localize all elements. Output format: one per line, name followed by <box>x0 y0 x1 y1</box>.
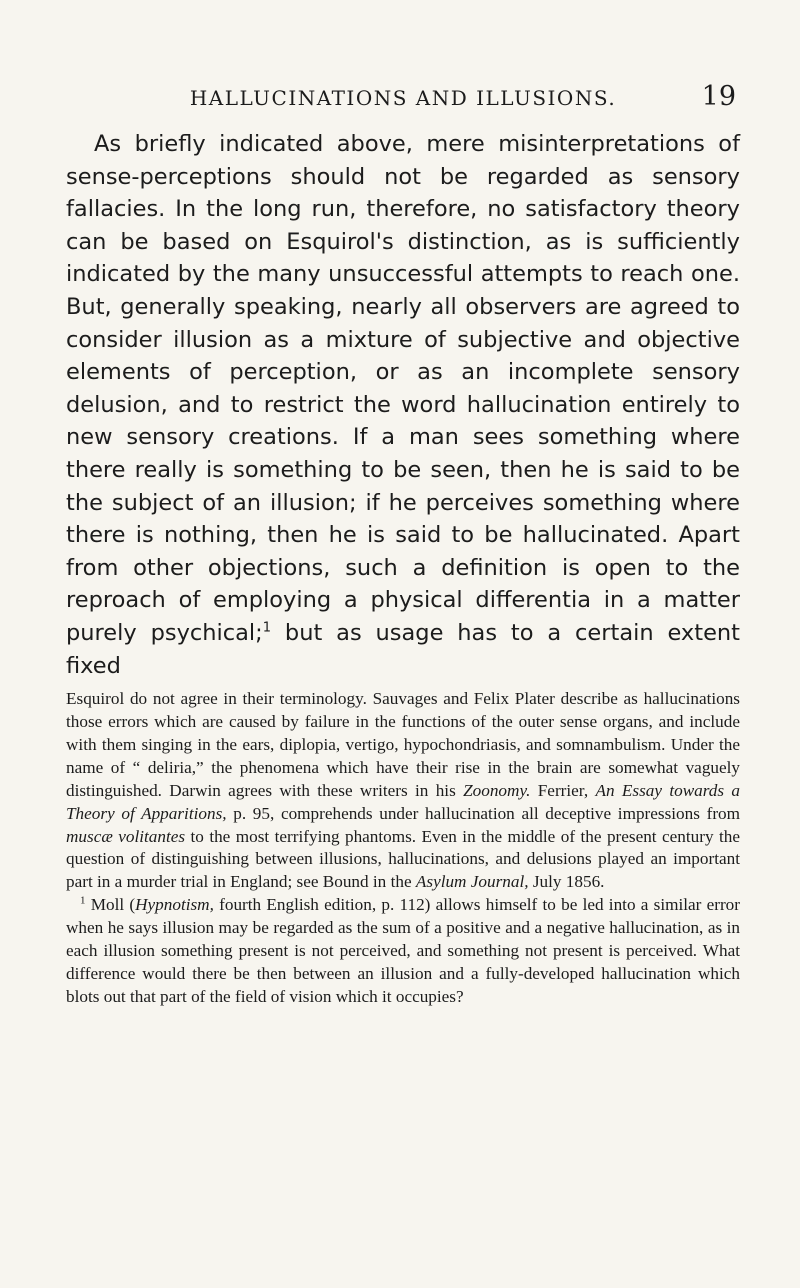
footnote-text: July 1856. <box>528 872 605 892</box>
term-muscae-volitantes: muscæ volitantes <box>66 826 186 846</box>
body-paragraph <box>66 128 740 682</box>
running-title: HALLUCINATIONS AND ILLUSIONS. <box>189 86 617 110</box>
footnote-text: Ferrier, <box>530 780 596 800</box>
body-text-part-2: but as usage has to a certain extent fixed <box>66 619 740 679</box>
footnote-continued <box>66 688 740 894</box>
book-page <box>66 80 740 1009</box>
footnote-text: fourth English edition, p. 112) allows himself to be led into a similar error when he says illusion may be regarded as the sum of a positive and a negative hallucination, as in each illusion something present is not perceived, and something not present is perceived. What difference would there be then between an illusion and a fully-developed hallucination which blots out that part of the field of vision which it occupies? <box>66 895 740 1006</box>
footnote-text: to the most terrifying phantoms. Even in the middle of the present century the question of distinguishing between illusions, hallucinations, and delusions played an important part in a murder trial in England; see Bound in the <box>66 826 740 892</box>
book-title-essay: An Essay towards a Theory of Apparitions, <box>66 780 741 823</box>
footnote-text: p. 95, comprehends under hallucination all deceptive impressions from <box>226 803 741 823</box>
footnotes <box>66 688 740 1009</box>
page-number: 19 <box>701 81 736 112</box>
footnote-text: Esquirol do not agree in their terminology. Sauvages and Felix Plater describe as hallucinations those errors which are caused by failure in the functions of the outer sense organs, and include with them singing in the ears, diplopia, vertigo, hypochondriasis, and somnambulism. Under the name of “ deliria,” the phenomena which have their rise in the brain are somewhat vaguely distinguished. Darwin agrees with these writers in his <box>66 689 740 800</box>
footnote-text: Moll ( <box>85 895 136 915</box>
running-header <box>66 80 740 120</box>
book-title-hypnotism: Hypnotism, <box>135 895 214 915</box>
book-title-zoonomy: Zoonomy. <box>463 780 531 800</box>
footnote-1 <box>66 894 740 1009</box>
footnote-marker: 1 <box>80 894 86 907</box>
journal-title: Asylum Journal, <box>415 872 529 892</box>
body-text-part-1: As briefly indicated above, mere misinterpretations of sense-perceptions should not be regarded as sensory fallacies. In the long run, therefore, no satisfactory theory can be based on Esquirol's distinction, as is sufficiently indicated by the many unsuccessful attempts to reach one. But, generally speaking, nearly all observers are agreed to consider illusion as a mixture of subjective and objective elements of perception, or as an incomplete sensory delusion, and to restrict the word hallucination entirely to new sensory creations. If a man sees something where there really is something to be seen, then he is said to be the subject of an illusion; if he perceives something where there is nothing, then he is said to be hallucinated. Apart from other objections, such a definition is open to the reproach of employing a physical differentia in a matter purely psychical; <box>66 131 740 646</box>
footnote-reference: 1 <box>262 620 272 636</box>
